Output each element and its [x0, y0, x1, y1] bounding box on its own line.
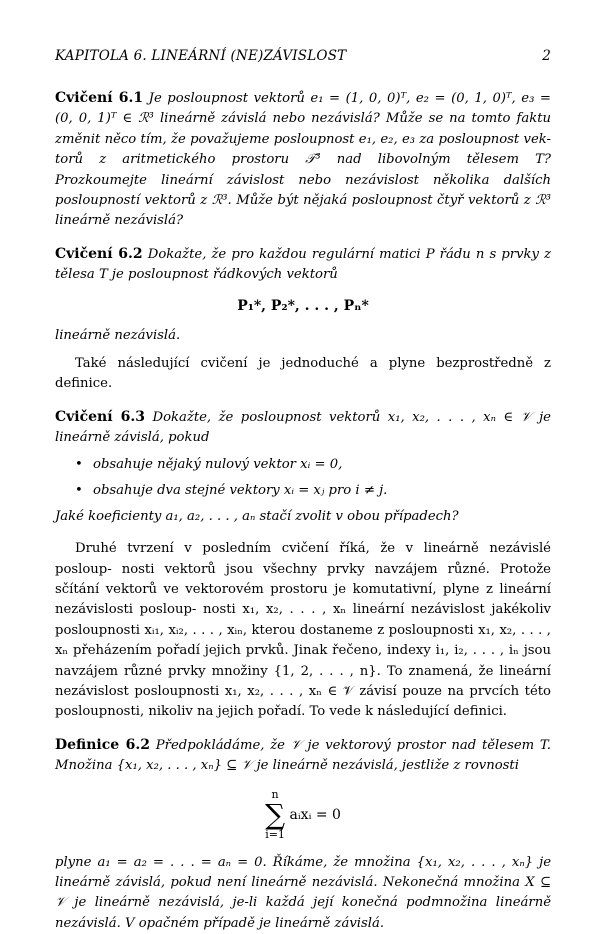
- exercise-6-2-line: tělesa T je posloupnost řádkových vektorů: [55, 267, 338, 283]
- paragraph-line: xₙ ∈ 𝒱 závisí pouze na prvcích této posloupnosti, nikoliv na jejich pořadí.: [55, 683, 551, 720]
- exercise-6-1-line: ℛ³. Může být nějaká posloupnost čtyř vektorů z ℛ³ lineárně nezávislá?: [55, 193, 552, 229]
- exercise-6-1-line: (0, 0, 1)ᵀ ∈ ℛ³ lineárně závislá nebo nezávislá? Může se na tomto faktu: [55, 111, 551, 127]
- sum-upper-limit: n: [271, 787, 279, 801]
- paragraph-line: vektorovém prostoru je komutativní, plyne z lineární nezávislosti posloup-: [55, 581, 551, 618]
- definition-line: V opačném případě je lineárně závislá.: [125, 915, 385, 931]
- definition-6-2-heading: Definice 6.2: [55, 736, 150, 753]
- definition-line: je lineárně nezávislá, je-li každá její konečná podmnožina lineárně nezávislá.: [55, 895, 551, 931]
- definition-6-2-continuation: [55, 853, 551, 934]
- exercise-6-2: [55, 244, 551, 286]
- exercise-6-3: [55, 407, 551, 449]
- condition-item: • obsahuje nějaký nulový vektor xᵢ = 0,: [75, 455, 551, 475]
- sum-lower-limit: i=1: [265, 827, 285, 841]
- paragraph-line: {1, 2, . . . , n}. To znamená, že lineární nezávislost posloupnosti x₁, x₂, . . . ,: [55, 663, 551, 699]
- exercise-6-3-heading: Cvičení 6.3: [55, 408, 146, 425]
- exercise-6-1-line: lineární závislost nebo nezávislost několika dalších posloupností vektorů z: [55, 172, 551, 209]
- paragraph-simple: Také následující cvičení je jednoduché a plyne bezprostředně z definice.: [55, 356, 551, 392]
- exercise-6-1-line: změnit něco tím, že považujeme posloupnost e₁, e₂, e₃ za posloupnost vek-: [55, 131, 551, 147]
- paragraph-line: Druhé tvrzení v posledním cvičení říká, že v lineárně nezávislé posloup-: [55, 541, 551, 577]
- exercise-6-1: [55, 88, 551, 232]
- condition-item: • obsahuje dva stejné vektory xᵢ = xⱼ pro i ≠ j.: [75, 481, 551, 501]
- definition-6-2: [55, 735, 551, 777]
- paragraph-line: nosti x₁, x₂, . . . , xₙ lineární nezávislost jakékoliv posloupnosti xᵢ₁, xᵢ₂, . . . ,: [55, 602, 551, 638]
- sum-body: aᵢxᵢ = 0: [289, 806, 341, 823]
- definition-line: lineárně závislá, pokud není lineárně nezávislá. Nekonečná množina X ⊆ 𝒱: [55, 874, 551, 911]
- condition-list: [55, 455, 551, 501]
- paragraph-line: prvků. Jinak řečeno, indexy i₁, i₂, . . . , iₙ jsou navzájem různé prvky množiny: [55, 643, 551, 679]
- sigma-symbol: ∑: [265, 797, 286, 831]
- sum-operator: [265, 789, 285, 841]
- exercise-6-3-line: Dokažte, že posloupnost vektorů x₁, x₂, . . . , xₙ ∈ 𝒱 je lineárně: [55, 409, 551, 446]
- coefficient-question: Jaké koeficienty a₁, a₂, . . . , aₙ stačí zvolit v obou případech?: [55, 508, 459, 524]
- paragraph-line: To vede k následující definici.: [309, 704, 507, 720]
- page-number: 2: [542, 48, 551, 64]
- exercise-6-3-line: závislá, pokud: [114, 430, 210, 446]
- paragraph-line: xᵢₙ, kterou dostaneme z posloupnosti x₁, x₂, . . . , xₙ přeházením pořadí jejich: [55, 622, 551, 659]
- definition-line: Předpokládáme, že 𝒱 je vektorový prostor nad tělesem T.: [155, 737, 551, 753]
- definition-line: Množina {x₁, x₂, . . . , xₙ} ⊆ 𝒱 je lineárně nezávislá, jestliže z rovnosti: [55, 758, 519, 774]
- definition-line: plyne a₁ = a₂ = . . . = aₙ = 0. Říkáme, že množina {x₁, x₂, . . . , xₙ} je: [55, 854, 551, 870]
- exercise-6-2-heading: Cvičení 6.2: [55, 245, 143, 262]
- linear-combination-formula: [55, 789, 551, 841]
- paragraph-second-claim: [55, 539, 551, 723]
- exercise-6-1-heading: Cvičení 6.1: [55, 90, 144, 106]
- page: [55, 48, 551, 934]
- row-vectors-formula: P₁*, P₂*, . . . , Pₙ*: [237, 297, 369, 314]
- exercise-6-2-conclusion: lineárně nezávislá.: [55, 327, 181, 343]
- exercise-6-2-line: Dokažte, že pro každou regulární matici P řádu n s prvky z: [147, 246, 552, 262]
- exercise-6-1-line: Je posloupnost vektorů e₁ = (1, 0, 0)ᵀ, e₂ = (0, 1, 0)ᵀ, e₃ =: [148, 91, 551, 106]
- header-title: KAPITOLA 6. LINEÁRNÍ (NE)ZÁVISLOST: [55, 48, 347, 64]
- running-header: [55, 48, 551, 64]
- paragraph-line: nosti vektorů jsou všechny prvky navzájem různé. Protože sčítání vektorů ve: [55, 561, 551, 597]
- exercise-6-1-line: torů z aritmetického prostoru 𝒯³ nad libovolným tělesem T? Prozkoumejte: [55, 152, 551, 188]
